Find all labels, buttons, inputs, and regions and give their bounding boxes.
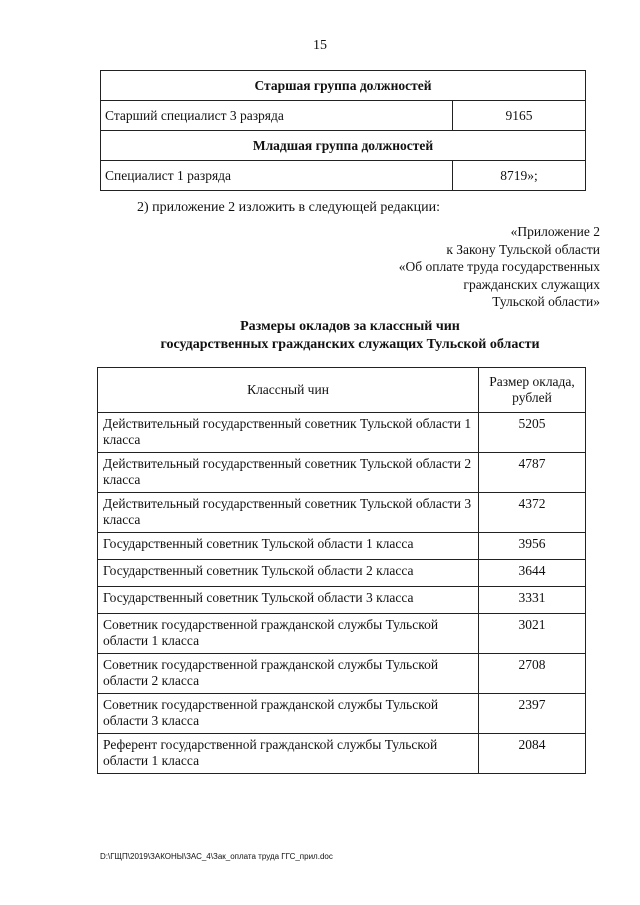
group-header: Младшая группа должностей (101, 131, 586, 161)
table-row (98, 560, 586, 587)
column-header-rank: Классный чин (98, 368, 479, 413)
header-line: Размер оклада, (489, 374, 575, 389)
salary-value: 3021 (479, 614, 586, 654)
salary-value: 2084 (479, 734, 586, 774)
appendix-line: «Об оплате труда государственных (398, 259, 600, 274)
rank-name: Действительный государственный советник Тульской области 2 класса (98, 453, 479, 493)
table-row (98, 533, 586, 560)
class-rank-salary-table (97, 367, 586, 774)
salary-value: 4787 (479, 453, 586, 493)
table-row (98, 654, 586, 694)
table-row (101, 161, 586, 191)
table-row (98, 493, 586, 533)
table-row (101, 71, 586, 101)
table-row (98, 413, 586, 453)
salary-value: 3644 (479, 560, 586, 587)
salary-value: 2708 (479, 654, 586, 694)
appendix-line: Тульской области» (492, 294, 600, 309)
position-name: Специалист 1 разряда (101, 161, 453, 191)
rank-name: Референт государственной гражданской службы Тульской области 1 класса (98, 734, 479, 774)
header-line: рублей (512, 390, 552, 405)
appendix-line: к Закону Тульской области (446, 241, 600, 257)
table-row (98, 453, 586, 493)
salary-value: 3331 (479, 587, 586, 614)
appendix-line: гражданских служащих (463, 276, 600, 292)
salary-value: 9165 (453, 101, 586, 131)
rank-name: Действительный государственный советник Тульской области 3 класса (98, 493, 479, 533)
section-heading (0, 318, 640, 354)
rank-name: Советник государственной гражданской службы Тульской области 2 класса (98, 654, 479, 694)
table-row (101, 101, 586, 131)
position-salary-table (100, 70, 586, 191)
group-header: Старшая группа должностей (101, 71, 586, 101)
rank-name: Государственный советник Тульской области 3 класса (98, 587, 479, 614)
salary-value: 8719»; (453, 161, 586, 191)
table-row (98, 587, 586, 614)
heading-line: государственных гражданских служащих Тульской области (160, 337, 540, 352)
salary-value: 5205 (479, 413, 586, 453)
salary-value: 2397 (479, 694, 586, 734)
column-header-salary (479, 368, 586, 413)
appendix-line: «Приложение 2 (510, 224, 600, 239)
position-name: Старший специалист 3 разряда (101, 101, 453, 131)
table-row (98, 694, 586, 734)
rank-name: Действительный государственный советник Тульской области 1 класса (98, 413, 479, 453)
table-row (98, 734, 586, 774)
rank-name: Советник государственной гражданской службы Тульской области 1 класса (98, 614, 479, 654)
salary-value: 3956 (479, 533, 586, 560)
table-row (101, 131, 586, 161)
appendix-reference (399, 223, 600, 311)
heading-line: Размеры окладов за классный чин (240, 319, 460, 334)
table-header-row (98, 368, 586, 413)
amendment-instruction: 2) приложение 2 изложить в следующей редакции: (137, 200, 440, 215)
salary-value: 4372 (479, 493, 586, 533)
page-number: 15 (313, 38, 327, 53)
rank-name: Советник государственной гражданской службы Тульской области 3 класса (98, 694, 479, 734)
table-row (98, 614, 586, 654)
rank-name: Государственный советник Тульской области 2 класса (98, 560, 479, 587)
rank-name: Государственный советник Тульской области 1 класса (98, 533, 479, 560)
file-path-footer: D:\ГЩП\2019\ЗАКОНЫ\ЗАС_4\Зак_оплата труда ГГС_прил.doc (100, 852, 333, 861)
